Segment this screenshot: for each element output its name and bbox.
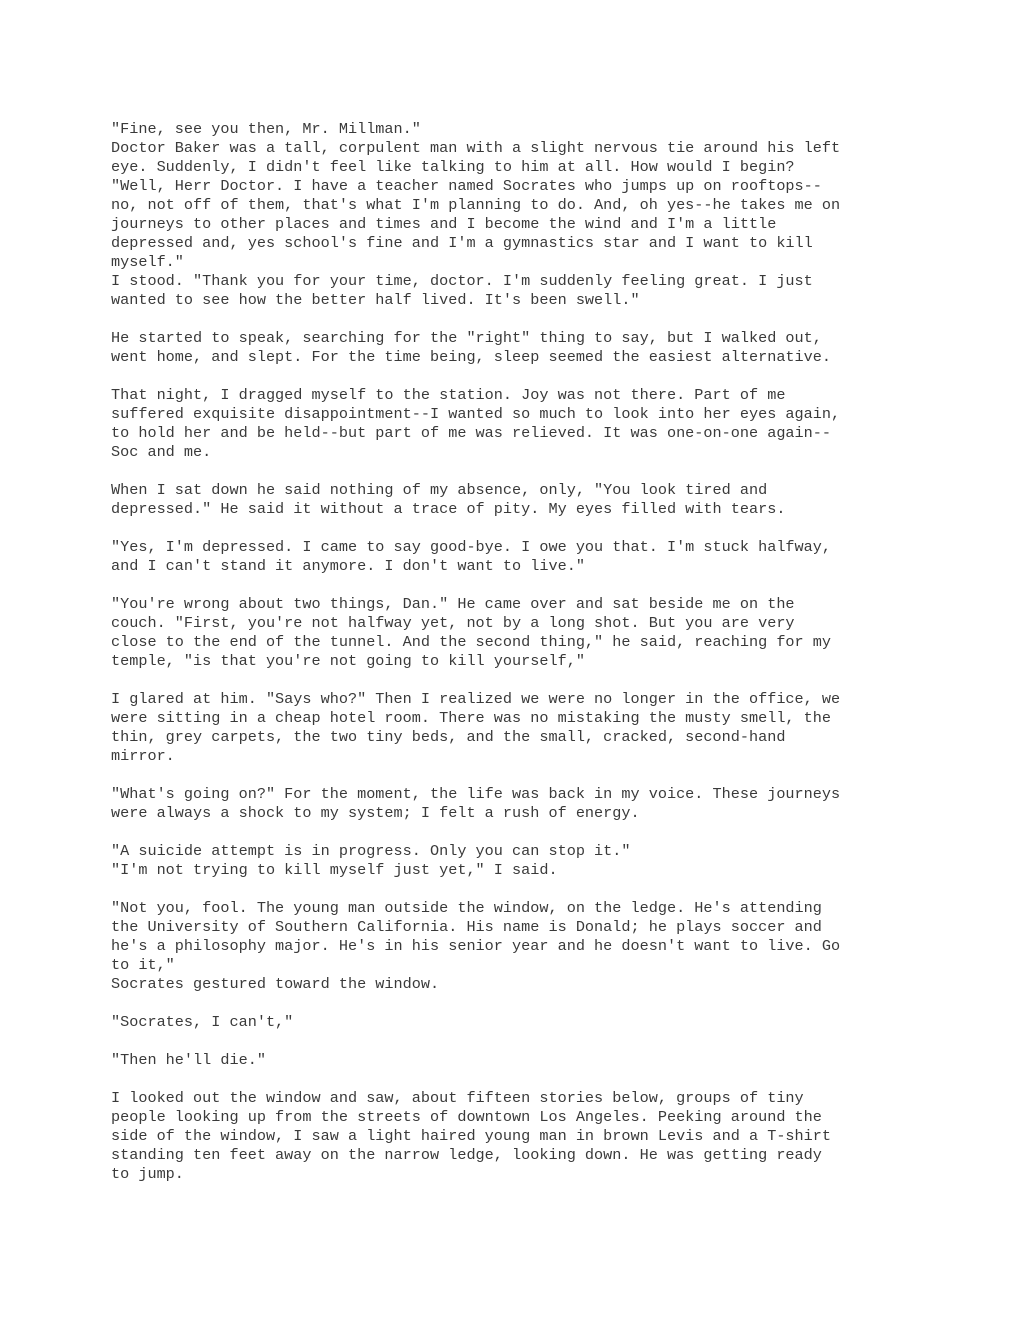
paragraph: "A suicide attempt is in progress. Only you can stop it." "I'm not trying to kill myself just yet," I said. xyxy=(111,842,631,879)
paragraph: "Yes, I'm depressed. I came to say good-bye. I owe you that. I'm stuck halfway, and I can't stand it anymore. I don't want to live." xyxy=(111,538,832,575)
paragraph: He started to speak, searching for the "right" thing to say, but I walked out, went home, and slept. For the time being, sleep seemed the easiest alternative. xyxy=(111,329,832,366)
paragraph: "Then he'll die." xyxy=(111,1051,266,1069)
paragraph: I looked out the window and saw, about fifteen stories below, groups of tiny people looking up from the streets of downtown Los Angeles. Peeking around the side of the window, I saw a light haired young man in brown Levis and a T-shirt standing ten feet away on the narrow ledge, looking down. He was getting ready to jump. xyxy=(111,1089,832,1183)
paragraph: "Fine, see you then, Mr. Millman." Doctor Baker was a tall, corpulent man with a slight nervous tie around his left eye. Suddenly, I didn't feel like talking to him at all. How would I begin? "Well, Herr Doctor. I have a teacher named Socrates who jumps up on rooftops-- no, not off of them, that's what I'm planning to do. And, oh yes--he takes me on journeys to other places and times and I become the wind and I'm a little depressed and, yes school's fine and I'm a gymnastics star and I want to kill myself." I stood. "Thank you for your time, doctor. I'm suddenly feeling great. I just wanted to see how the better half lived. It's been swell." xyxy=(111,120,841,309)
paragraph: "Socrates, I can't," xyxy=(111,1013,294,1031)
document-page xyxy=(111,120,931,1203)
paragraph: I glared at him. "Says who?" Then I realized we were no longer in the office, we were sitting in a cheap hotel room. There was no mistaking the musty smell, the thin, grey carpets, the two tiny beds, and the small, cracked, second-hand mirror. xyxy=(111,690,841,765)
paragraph: "Not you, fool. The young man outside the window, on the ledge. He's attending the University of Southern California. His name is Donald; he plays soccer and he's a philosophy major. He's in his senior year and he doesn't want to live. Go to it," Socrates gestured toward the window. xyxy=(111,899,841,993)
paragraph: "What's going on?" For the moment, the life was back in my voice. These journeys were always a shock to my system; I felt a rush of energy. xyxy=(111,785,841,822)
paragraph: "You're wrong about two things, Dan." He came over and sat beside me on the couch. "First, you're not halfway yet, not by a long shot. But you are very close to the end of the tunnel. And the second thing," he said, reaching for my temple, "is that you're not going to kill yourself," xyxy=(111,595,832,670)
paragraph: When I sat down he said nothing of my absence, only, "You look tired and depressed." He said it without a trace of pity. My eyes filled with tears. xyxy=(111,481,786,518)
paragraph: That night, I dragged myself to the station. Joy was not there. Part of me suffered exquisite disappointment--I wanted so much to look into her eyes again, to hold her and be held--but part of me was relieved. It was one-on-one again-- Soc and me. xyxy=(111,386,841,461)
